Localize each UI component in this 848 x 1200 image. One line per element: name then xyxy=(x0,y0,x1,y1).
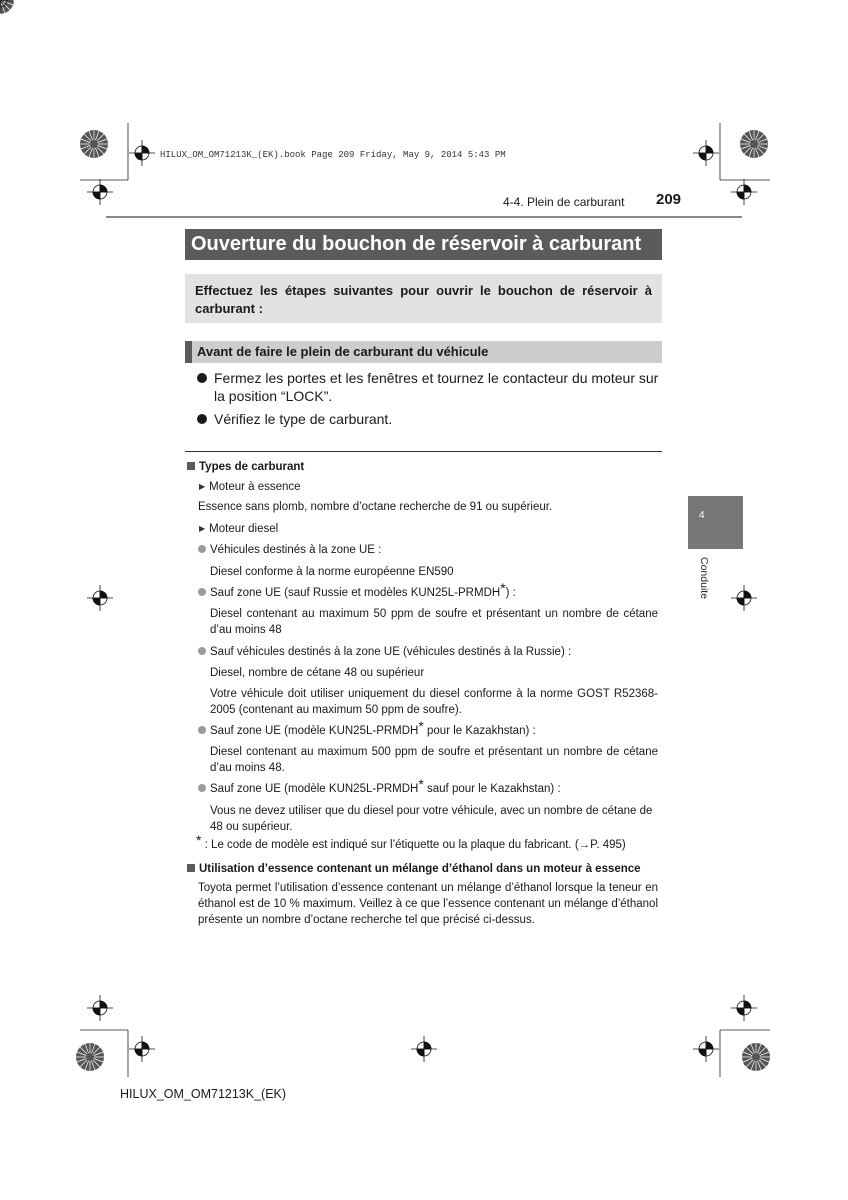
list-item-text: Fermez les portes et les fenêtres et tournez le contacteur du moteur sur la position “LOCK”. xyxy=(214,370,659,404)
except-kaz-label: Sauf zone UE (modèle KUN25L-PRMDH* sauf pour le Kazakhstan) : xyxy=(198,781,561,797)
triangle-bullet-icon: ▶ xyxy=(199,524,206,533)
asterisk: * xyxy=(418,718,424,734)
asterisk: * xyxy=(500,580,506,596)
eu-text: Diesel conforme à la norme européenne EN590 xyxy=(210,566,454,578)
bullet-icon xyxy=(197,373,207,383)
page-title: Ouverture du bouchon de réservoir à carburant xyxy=(185,229,662,260)
diesel-label: ▶ Moteur diesel xyxy=(199,523,279,535)
dot-bullet-icon xyxy=(198,726,206,734)
kaz-text: Diesel contenant au maximum 500 ppm de soufre et présentant un nombre de cétane d’au moins 48. xyxy=(210,746,658,774)
russia-text-1: Diesel, nombre de cétane 48 ou supérieur xyxy=(210,667,425,679)
russia-label: Sauf véhicules destinés à la zone UE (véhicules destinés à la Russie) : xyxy=(198,644,571,660)
petrol-label: ▶ Moteur à essence xyxy=(199,481,301,493)
square-bullet-icon xyxy=(187,864,195,872)
section-divider xyxy=(185,451,662,452)
section-header: 4-4. Plein de carburant xyxy=(503,195,625,209)
footer-doc-code: HILUX_OM_OM71213K_(EK) xyxy=(120,1087,287,1101)
footnote: * : Le code de modèle est indiqué sur l’étiquette ou la plaque du fabricant. (→P. 495) xyxy=(196,832,626,851)
list-item-text: Vérifiez le type de carburant. xyxy=(214,411,393,427)
asterisk: * xyxy=(196,832,202,848)
intro-box: Effectuez les étapes suivantes pour ouvrir le bouchon de réservoir à carburant : xyxy=(185,274,662,323)
except-kaz-text: Vous ne devez utiliser que du diesel pour votre véhicule, avec un nombre de cétane de 48 ou supérieur. xyxy=(210,805,653,833)
square-bullet-icon xyxy=(187,462,195,470)
bullet-icon xyxy=(197,414,207,424)
file-info: HILUX_OM_OM71213K_(EK).book Page 209 Friday, May 9, 2014 5:43 PM xyxy=(160,150,506,160)
page-number: 209 xyxy=(656,191,682,208)
ethanol-heading: Utilisation d’essence contenant un mélange d’éthanol dans un moteur à essence xyxy=(187,861,641,877)
chapter-tab-label: Conduite xyxy=(698,557,710,600)
dot-bullet-icon xyxy=(198,647,206,655)
chapter-tab: 4 xyxy=(688,496,743,549)
fuel-types-heading: Types de carburant xyxy=(187,459,304,475)
triangle-bullet-icon: ▶ xyxy=(199,482,206,491)
except-russia-text: Diesel contenant au maximum 50 ppm de soufre et présentant un nombre de cétane d’au moins 48 xyxy=(210,608,658,636)
russia-text-2: Votre véhicule doit utiliser uniquement du diesel conforme à la norme GOST R52368-2005 (contenant au maximum 50 ppm de soufre). xyxy=(210,688,658,716)
eu-label: Véhicules destinés à la zone UE : xyxy=(198,542,381,558)
except-russia-label: Sauf zone UE (sauf Russie et modèles KUN25L-PRMDH*) : xyxy=(198,585,516,601)
kaz-label: Sauf zone UE (modèle KUN25L-PRMDH* pour le Kazakhstan) : xyxy=(198,723,536,739)
header-rule xyxy=(106,216,742,218)
before-refuel-heading: Avant de faire le plein de carburant du véhicule xyxy=(185,341,662,363)
asterisk: * xyxy=(418,776,424,792)
dot-bullet-icon xyxy=(198,588,206,596)
dot-bullet-icon xyxy=(198,545,206,553)
petrol-text: Essence sans plomb, nombre d’octane recherche de 91 ou supérieur. xyxy=(198,501,553,513)
ethanol-text: Toyota permet l’utilisation d’essence contenant un mélange d’éthanol lorsque la teneur en éthanol est de 10 % maximum. Veillez à ce que l’essence contenant un mélange d’éthanol présente un nombre d’octane recherche tel que précisé ci-dessus. xyxy=(198,882,658,926)
dot-bullet-icon xyxy=(198,784,206,792)
